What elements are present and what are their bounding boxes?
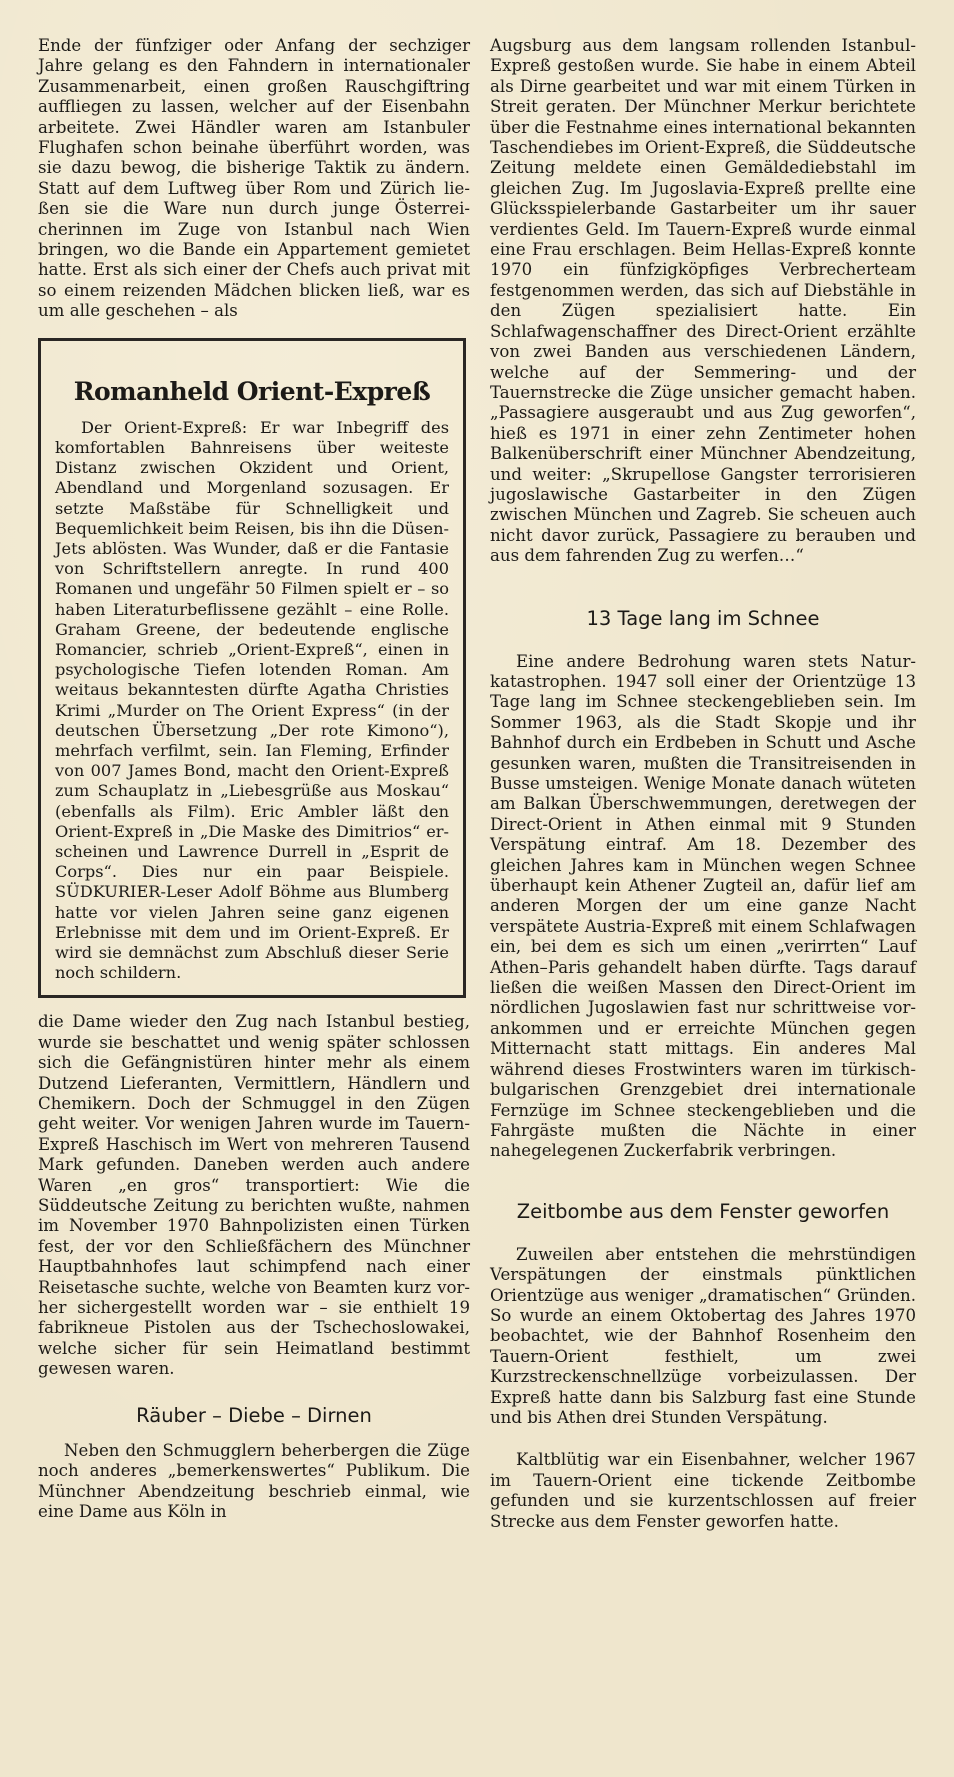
left-last-paragraph: Neben den Schmugglern beherbergen die Züge noch anderes „bemerkenswertes“ Publikum. Die Münchner Abendzeitung beschrieb einmal, wie eine Dame aus Köln in (38, 1440, 470, 1521)
subheading-schnee: 13 Tage lang im Schnee (586, 606, 820, 630)
right-paragraph-2: Eine andere Bedrohung waren stets Naturkatastrophen. 1947 soll einer der Orientzüge 13 Tage lang im Schnee steckengeblieben sein. Im Sommer 1963, als die Stadt Skopje und ihr Bahnhof durch ein Erdbeben in Schutt und Asche gesunken waren, mußten die Transitreisenden in Busse umsteigen. Wenige Monate danach wüteten am Balkan Überschwemmungen, deretwegen der Direct-Orient in Athen einmal mit 9 Stunden Verspätung eintraf. Am 18. Dezember des gleichen Jahres kam in München wegen Schnee überhaupt kein Athener Zugteil an, dafür lief am anderen Morgen der um eine ganze Nacht verspätete Austria-Expreß mit einem Schlafwagen ein, bei dem es sich um einen „verirrten“ Lauf Athen–Paris gehandelt haben dürfte. Tags darauf ließen die weißen Massen den Direct-Orient im nördlichen Jugoslawien fast nur schrittweise vorankommen und er erreichte München gegen Mitternacht statt mittags. Ein anderes Mal während dieses Frostwinters waren im türkisch-bulgarischen Grenzgebiet drei internationale Fernzüge im Schnee steckengeblieben und die Fahrgäste mußten die Nächte in einer nahegelegenen Zuckerfabrik verbringen. (490, 651, 916, 1161)
right-paragraph-1: Augsburg aus dem langsam rollenden Istanbul-Expreß gestoßen wurde. Sie habe in einem Abteil als Dirne gearbeitet und war mit einem Türken in Streit geraten. Der Münchner Merkur berichtete über die Festnahme eines international bekannten Taschendiebes im Orient-Expreß, die Süddeutsche Zeitung meldete einen Gemäldediebstahl im gleichen Zug. Im Jugoslavia-Expreß prellte eine Glücksspielerbande Gastarbeiter um ihr sauer verdientes Geld. Im Tauern-Expreß wurde einmal eine Frau erschlagen. Beim Hellas-Expreß konnte 1970 ein fünfzigköpfiges Verbrecherteam festgenommen werden, das sich auf Diebstähle in den Zügen spezialisiert hatte. Ein Schlafwagenschaffner des Direct-Orient erzählte von zwei Banden aus verschiedenen Ländern, welche auf der Semmering- und der Tauernstrecke die Züge unsicher gemacht haben. „Passagiere ausgeraubt und aus Zug geworfen“, hieß es 1971 in einer zehn Zentimeter hohen Balkenüberschrift einer Münchner Abendzeitung, und weiter: „Skrupellose Gangster terrorisieren jugoslawische Gastarbeiter in den Zügen zwischen München und Zagreb. Sie scheuen auch nicht davor zurück, Passagiere zu berauben und aus dem fahrenden Zug zu werfen…“ (490, 36, 916, 566)
right-column (490, 36, 916, 1532)
left-column (38, 36, 470, 1522)
sidebar-box (38, 338, 466, 999)
box-title: Romanheld Orient-Expreß (73, 376, 431, 406)
box-text: Der Orient-Expreß: Er war Inbegriff des komfortablen Bahnreisens über weiteste Distanz zwischen Okzident und Orient, Abendland und Morgenland sozusagen. Er setzte Maßstäbe für Schnelligkeit und Bequemlichkeit beim Reisen, bis ihn die Düsen-Jets ablösten. Was Wunder, daß er die Fantasie von Schriftstellern anregte. In rund 400 Romanen und ungefähr 50 Filmen spielt er – so haben Literaturbeflissene gezählt – eine Rolle. Graham Greene, der bedeutende englische Romancier, schrieb „Orient-Expreß“, einen in psychologische Tiefen lotenden Roman. Am weitaus bekanntesten dürfte Agatha Christies Krimi „Murder on The Orient Express“ (in der deutschen Übersetzung „Der rote Kimono“), mehrfach verfilmt, sein. Ian Fleming, Erfinder von 007 James Bond, macht den Orient-Expreß zum Schauplatz in „Liebesgrüße aus Moskau“ (ebenfalls als Film). Eric Ambler läßt den Orient-Expreß in „Die Maske des Dimitrios“ erscheinen und Lawrence Durrell in „Esprit de Corps“. Dies nur ein paar Beispiele. SÜDKURIER-Leser Adolf Böhme aus Blumberg hatte vor vielen Jahren seine ganz eigenen Erlebnisse mit dem und im Orient-Expreß. Er wird sie demnächst zum Abschluß dieser Serie noch schildern. (55, 417, 449, 983)
right-paragraph-4: Kaltblütig war ein Eisenbahner, welcher 1967 im Tauern-Orient eine tickende Zeitbombe gefunden und sie kurzentschlossen auf freier Strecke aus dem Fenster geworfen hatte. (490, 1450, 916, 1531)
subheading-zeitbombe: Zeitbombe aus dem Fenster geworfen (516, 1199, 890, 1223)
paragraph-gap (490, 1428, 916, 1450)
continued-paragraph: die Dame wieder den Zug nach Istanbul bestieg, wurde sie beschattet und wenig später schlossen sich die Gefängnistüren hinter mehr als einem Dutzend Lieferanten, Vermittlern, Händlern und Chemikern. Doch der Schmuggel in den Zügen geht weiter. Vor wenigen Jahren wurde im Tauern-Expreß Haschisch im Wert von mehreren Tausend Mark gefunden. Daneben werden auch andere Waren „en gros“ transportiert: Wie die Süddeutsche Zeitung zu berichten wußte, nahmen im November 1970 Bahnpolizisten einen Türken fest, der vor den Schließfächern des Münchner Hauptbahnhofes laut schimpfend nach einer Reisetasche suchte, welche von Beamten kurz vorher sichergestellt worden war – sie enthielt 19 fabrikneue Pistolen aus der Tschechoslowakei, welche sicher für sein Heimatland bestimmt gewesen waren. (38, 1012, 470, 1379)
intro-paragraph: Ende der fünfziger oder Anfang der sechziger Jahre gelang es den Fahndern in internationaler Zusammenarbeit, einen großen Rauschgiftring auffliegen zu lassen, welcher auf der Eisenbahn arbeitete. Zwei Händler waren am Istanbuler Flughafen schon beinahe überführt worden, was sie dazu bewog, die bisherige Taktik zu ändern. Statt auf dem Luftweg über Rom und Zürich ließen sie die Ware nun durch junge Österreicherinnen im Zuge von Istanbul nach Wien bringen, wo die Bande ein Appartement gemietet hatte. Erst als sich einer der Chefs auch privat mit so einem reizenden Mädchen blicken ließ, war es um alle geschehen – als (38, 36, 470, 321)
subheading-raeuber: Räuber – Diebe – Dirnen (136, 1403, 372, 1427)
right-paragraph-3: Zuweilen aber entstehen die mehrstündigen Verspätungen der einstmals pünktlichen Orientzüge aus weniger „dramatischen“ Gründen. So wurde an einem Oktobertag des Jahres 1970 beobachtet, wie der Bahnhof Rosenheim den Tauern-Orient festhielt, um zwei Kurzstreckenschnellzüge vorbeizulassen. Der Expreß hatte dann bis Salzburg fast eine Stunde und bis Athen drei Stunden Verspätung. (490, 1244, 916, 1427)
